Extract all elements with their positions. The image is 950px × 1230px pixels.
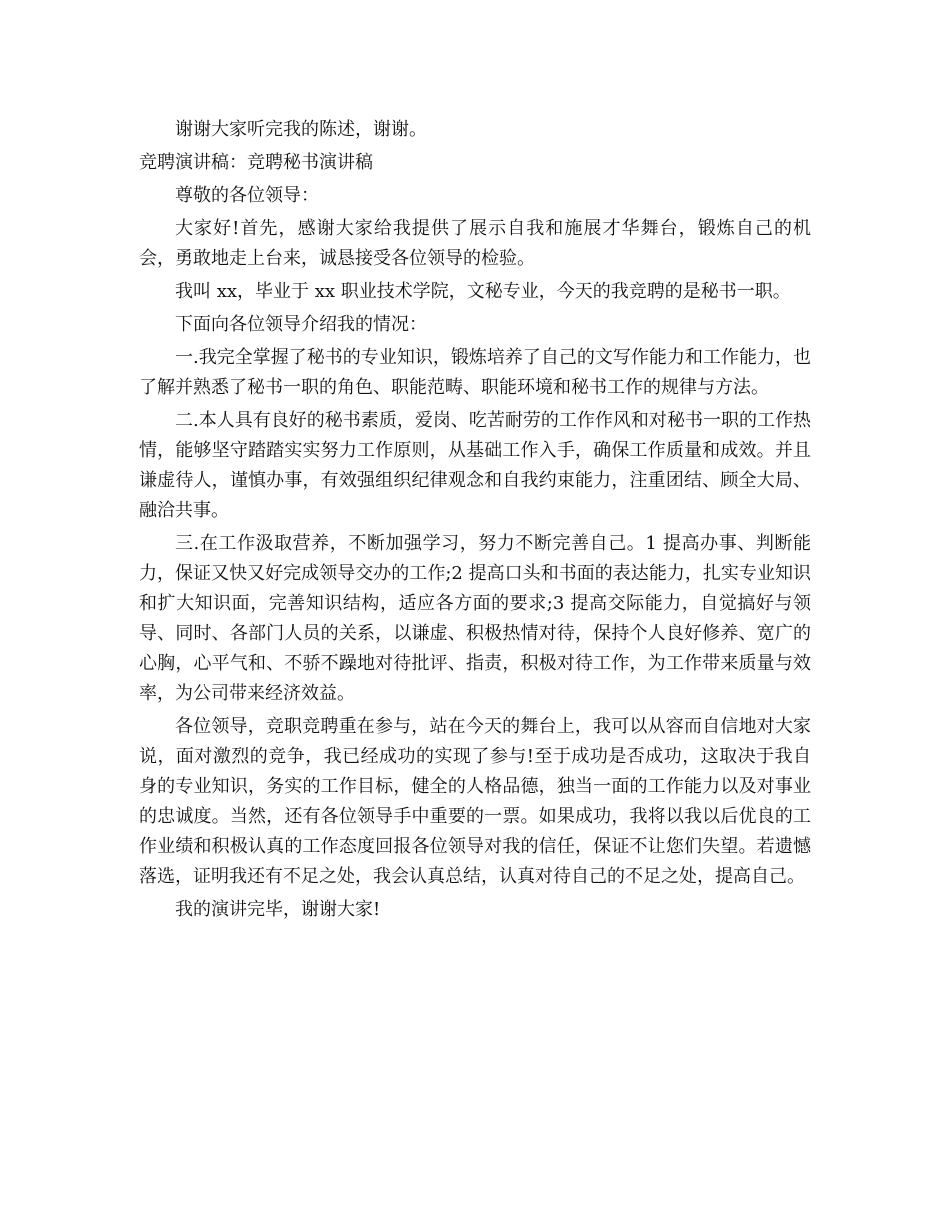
conclusion-paragraph: 各位领导，竞职竞聘重在参与，站在今天的舞台上，我可以从容而自信地对大家说，面对激烈的竞争，我已经成功的实现了参与!至于成功是否成功，这取决于我自身的专业知识，务实的工作目标，健全的人格品德，独当一面的工作能力以及对事业的忠诚度。当然，还有各位领导手中重要的一票。如果成功，我将以我以后优良的工作业绩和积极认真的工作态度回报各位领导对我的信任，保证不让您们失望。若遗憾落选，证明我还有不足之处，我会认真总结，认真对待自己的不足之处，提高自己。 bbox=[139, 716, 811, 887]
document-body bbox=[139, 115, 811, 928]
greeting-paragraph: 尊敬的各位领导： bbox=[175, 185, 319, 206]
point-two-paragraph: 二.本人具有良好的秘书素质，爱岗、吃苦耐劳的工作作风和对秘书一职的工作热情，能够坚守踏踏实实努力工作原则，从基础工作入手，确保工作质量和成效。并且谦虚待人，谨慎办事，有效强组织纪律观念和自我约束能力，注重团结、顾全大局、融洽共事。 bbox=[139, 410, 811, 521]
final-thanks-paragraph: 我的演讲完毕，谢谢大家! bbox=[175, 899, 381, 920]
closing-thanks-paragraph: 谢谢大家听完我的陈述，谢谢。 bbox=[175, 119, 427, 140]
point-one-paragraph: 一.我完全掌握了秘书的专业知识，锻炼培养了自己的文写作能力和工作能力，也了解并熟悉了秘书一职的角色、职能范畴、职能环境和秘书工作的规律与方法。 bbox=[139, 347, 811, 398]
intro-paragraph: 大家好!首先，感谢大家给我提供了展示自我和施展才华舞台，锻炼自己的机会，勇敢地走上台来，诚恳接受各位领导的检验。 bbox=[139, 218, 811, 269]
speech-title: 竞聘演讲稿：竞聘秘书演讲稿 bbox=[139, 152, 373, 173]
lead-in-paragraph: 下面向各位领导介绍我的情况： bbox=[175, 314, 427, 335]
self-introduction-paragraph: 我叫 xx，毕业于 xx 职业技术学院，文秘专业，今天的我竞聘的是秘书一职。 bbox=[175, 281, 791, 302]
point-three-paragraph: 三.在工作汲取营养，不断加强学习，努力不断完善自己。1 提高办事、判断能力，保证又快又好完成领导交办的工作;2 提高口头和书面的表达能力，扎实专业知识和扩大知识面，完善知识结构，适应各方面的要求;3 提高交际能力，自觉搞好与领导、同时、各部门人员的关系，以谦虚、积极热情对待，保持个人良好修养、宽广的心胸，心平气和、不骄不躁地对待批评、指责，积极对待工作，为工作带来质量与效率，为公司带来经济效益。 bbox=[139, 533, 811, 704]
